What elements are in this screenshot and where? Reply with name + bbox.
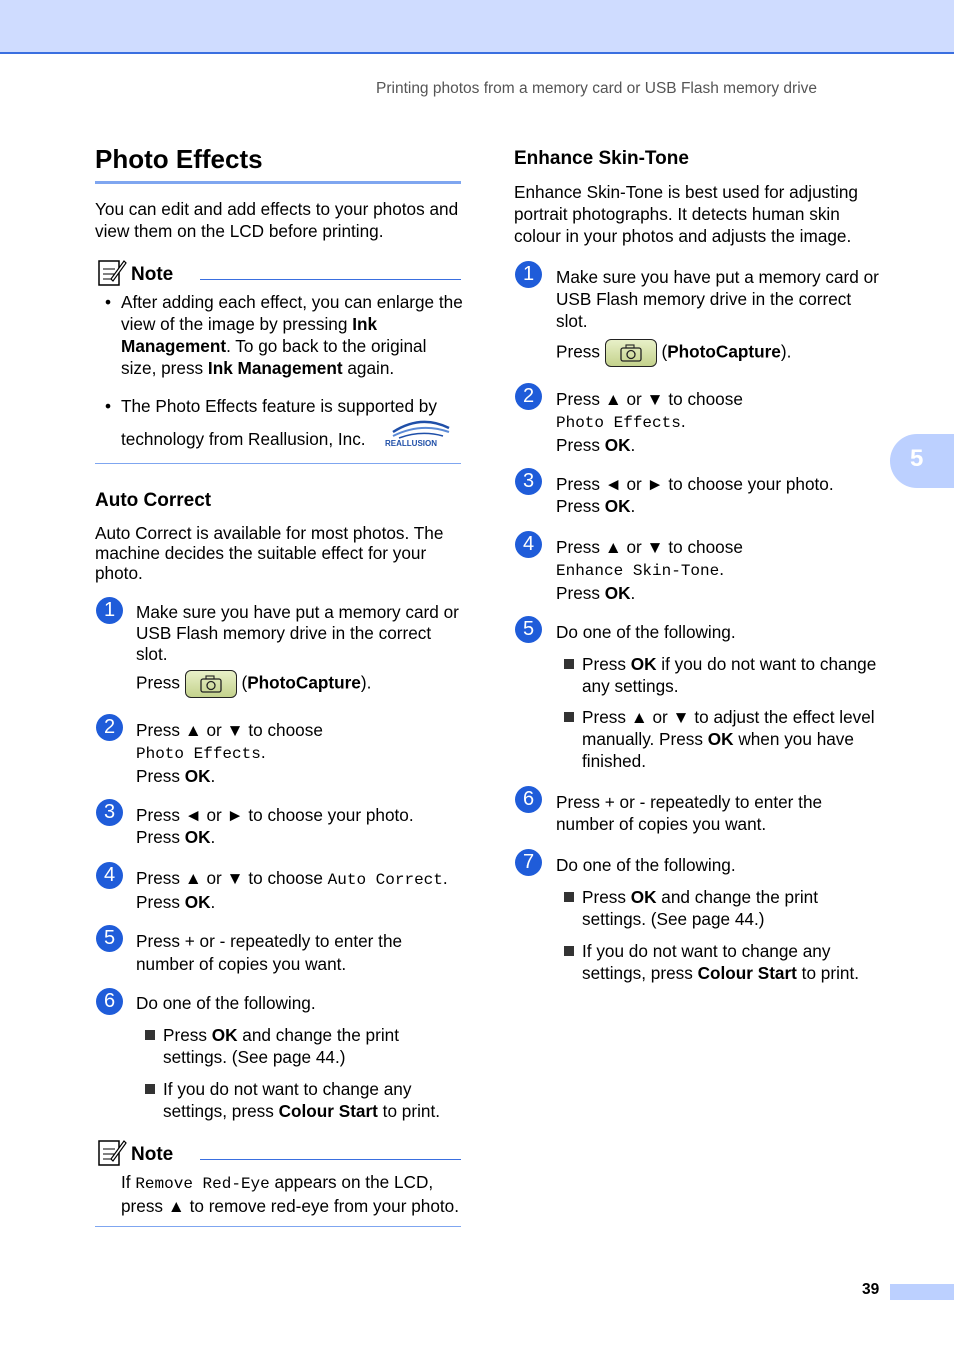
step-badge-2: 2 [515, 383, 542, 410]
step-badge-7: 7 [515, 849, 542, 876]
photocapture-key-icon [185, 670, 237, 698]
step-1-press: Press (PhotoCapture). [136, 670, 371, 698]
note-icon [97, 1137, 127, 1167]
step-7-option-2: If you do not want to change any settings, press Colour Start to print. [582, 941, 860, 983]
enhance-skin-tone-heading: Enhance Skin-Tone [514, 148, 689, 169]
step-7-option-1: Press OK and change the print settings. (See page 44.) [582, 887, 818, 929]
option-square [564, 946, 574, 956]
step-badge-1: 1 [515, 261, 542, 288]
step-4-text: Press ▲ or ▼ to choose Enhance Skin-Tone. Press OK. [556, 537, 743, 603]
step-5-text: Press + or - repeatedly to enter the number of copies you want. [136, 931, 403, 974]
note-2-text: If Remove Red-Eye appears on the LCD, press ▲ to remove red-eye from your photo. [121, 1172, 459, 1216]
step-badge-5: 5 [96, 925, 123, 952]
note-icon [97, 257, 127, 287]
bullet-dot: • [105, 396, 112, 416]
note-end-rule [95, 1226, 461, 1227]
step-badge-6: 6 [515, 786, 542, 813]
step-badge-2: 2 [96, 714, 123, 741]
option-square [145, 1084, 155, 1094]
step-badge-1: 1 [96, 597, 123, 624]
step-3-text: Press ◄ or ► to choose your photo. Press OK. [136, 805, 414, 847]
step-1-text: Make sure you have put a memory card or USB Flash memory drive in the correct slot. [136, 602, 459, 664]
step-2-text: Press ▲ or ▼ to choose Photo Effects. Press OK. [556, 389, 743, 455]
note-title: Note [131, 1144, 174, 1165]
step-badge-4: 4 [515, 531, 542, 558]
step-badge-6: 6 [96, 988, 123, 1015]
step-1-press: Press (PhotoCapture). [556, 339, 791, 367]
note-rule [200, 1159, 461, 1160]
step-badge-5: 5 [515, 616, 542, 643]
step-6-option-1: Press OK and change the print settings. (See page 44.) [163, 1025, 399, 1067]
photocapture-key-icon [605, 339, 657, 367]
step-5-option-1: Press OK if you do not want to change any settings. [582, 654, 877, 696]
top-color-band [0, 0, 954, 54]
chapter-tab: 5 [890, 434, 954, 488]
step-5-text: Do one of the following. [556, 622, 736, 642]
intro-paragraph: You can edit and add effects to your photos and view them on the LCD before printing. [95, 199, 459, 241]
step-2-text: Press ▲ or ▼ to choose Photo Effects. Press OK. [136, 720, 323, 786]
step-badge-3: 3 [515, 468, 542, 495]
auto-correct-heading: Auto Correct [95, 490, 212, 511]
enhance-skin-tone-intro: Enhance Skin-Tone is best used for adjusting portrait photographs. It detects human skin colour in your photos and adjusts the image. [514, 182, 858, 246]
reallusion-logo: REALLUSION [385, 418, 457, 452]
step-5-option-2: Press ▲ or ▼ to adjust the effect level manually. Press OK when you have finished. [582, 707, 875, 771]
page-title: Photo Effects [95, 144, 263, 174]
step-6-option-2: If you do not want to change any settings, press Colour Start to print. [163, 1079, 441, 1121]
title-rule [95, 181, 461, 184]
option-square [564, 892, 574, 902]
page-number: 39 [862, 1281, 880, 1298]
step-6-text: Do one of the following. [136, 993, 316, 1013]
step-4-text: Press ▲ or ▼ to choose Auto Correct. Press OK. [136, 868, 448, 912]
step-7-text: Do one of the following. [556, 855, 736, 875]
auto-correct-intro: Auto Correct is available for most photos. The machine decides the suitable effect for your photo. [95, 523, 444, 583]
note-bullet-2: • The Photo Effects feature is supported by technology from Reallusion, Inc. [121, 390, 466, 456]
step-1-text: Make sure you have put a memory card or USB Flash memory drive in the correct slot. [556, 267, 879, 331]
note-rule [200, 279, 461, 280]
option-square [564, 712, 574, 722]
note-title: Note [131, 264, 174, 285]
bullet-dot: • [105, 292, 112, 312]
note-end-rule [95, 463, 461, 464]
page-number-bar [890, 1284, 954, 1300]
option-square [145, 1030, 155, 1040]
step-badge-3: 3 [96, 799, 123, 826]
step-3-text: Press ◄ or ► to choose your photo. Press OK. [556, 474, 834, 516]
step-6-text: Press + or - repeatedly to enter the number of copies you want. [556, 792, 823, 834]
option-square [564, 659, 574, 669]
step-badge-4: 4 [96, 862, 123, 889]
running-head: Printing photos from a memory card or USB Flash memory drive [376, 80, 818, 97]
note-bullet-1: • After adding each effect, you can enlarge the view of the image by pressing Ink Management. To go back to the original size, press Ink Management again. [105, 292, 463, 378]
